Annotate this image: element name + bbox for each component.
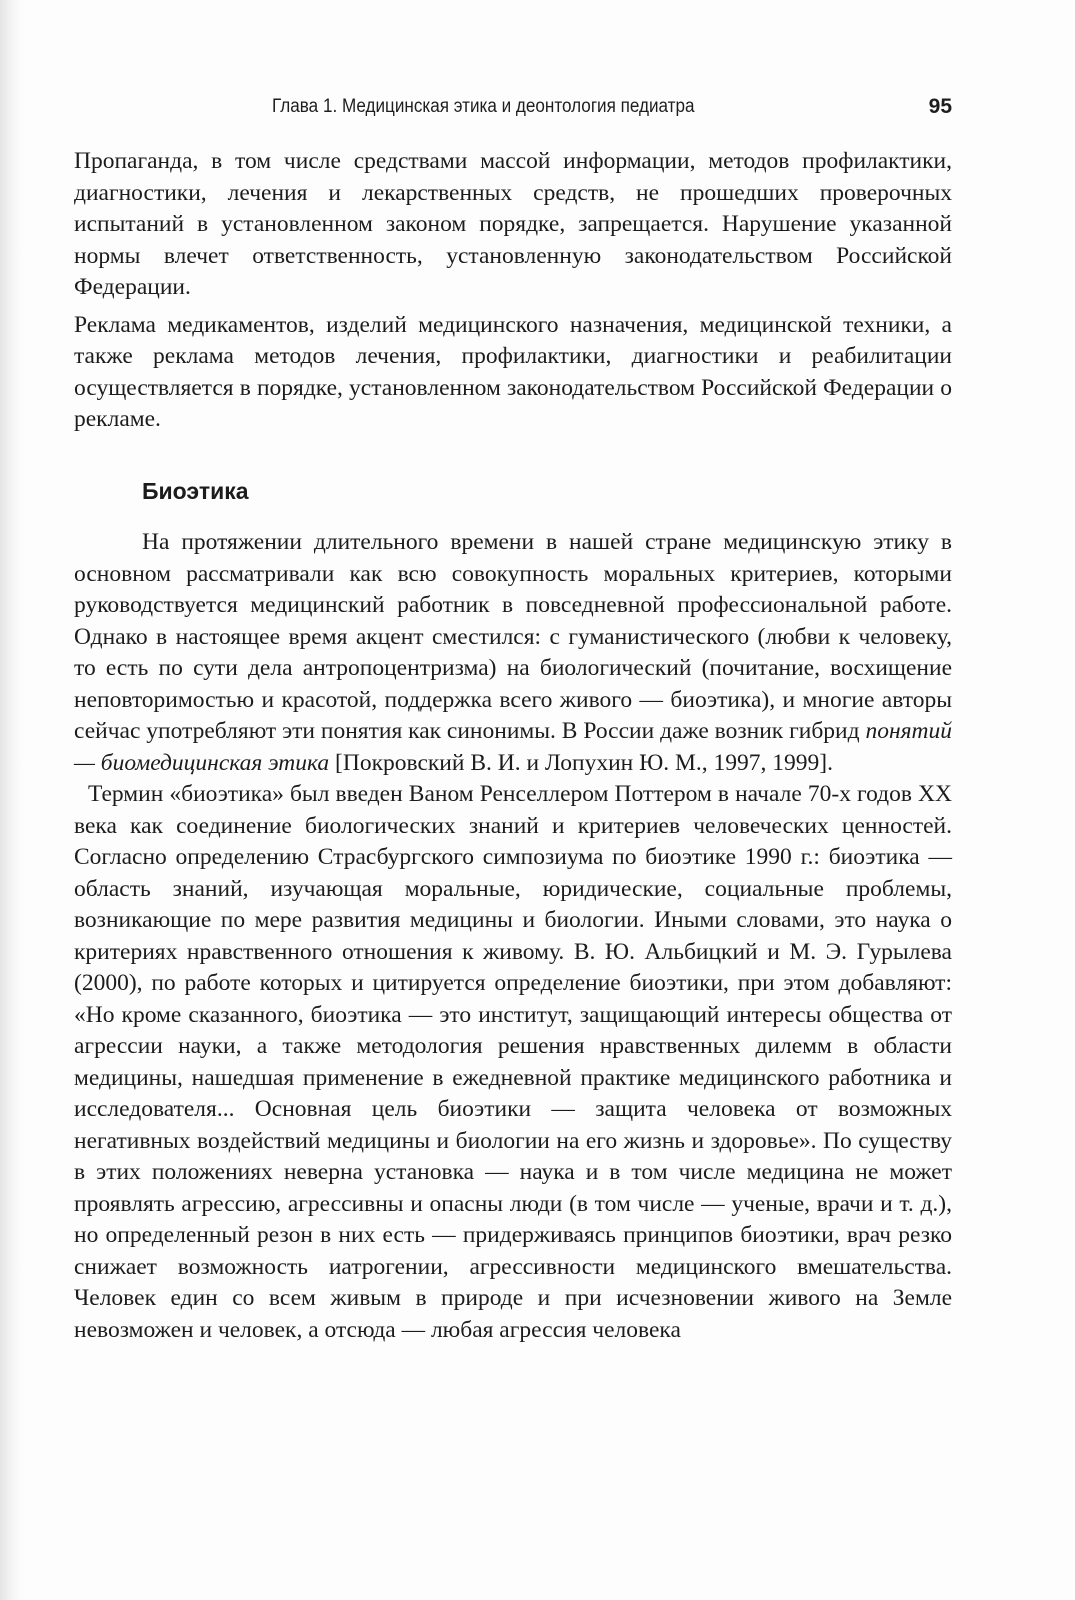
paragraph-bioethics-intro [74, 527, 952, 779]
italic-term: понятий — биомедицинская этика [74, 718, 952, 776]
paragraph-text: На протяжении длительного времени в нашей стране медицинскую этику в основном рассматривали как всю совокупность моральных критериев, которыми руководствуется медицинский работник в повседневной профессиональной работе. Однако в настоящее время акцент сместился: с гуманистического (любви к человеку, то есть по сути дела антропоцентризма) на биологический (почитание, восхищение неповторимостью и красотой, поддержка всего живого — биоэтика), и многие авторы сейчас употребляют эти понятия как синонимы. В России даже возник гибрид [74, 529, 952, 744]
page-binding-shadow [0, 0, 22, 1600]
paragraph-advertising-rules: Реклама медикаментов, изделий медицинского назначения, медицинской техники, а также реклама методов лечения, профилактики, диагностики и реабилитации осуществляется в порядке, установленном законодательством Российской Федерации о рекламе. [74, 311, 952, 432]
page-number: 95 [928, 95, 952, 118]
section-heading: Биоэтика [142, 478, 249, 504]
paragraph-text: Термин «биоэтика» был введен Ваном Ренселлером Поттером в начале 70-х годов XX века как соединение биологических знаний и критериев человеческих ценностей. Согласно определению Страсбургского симпозиума по биоэтике 1990 г.: биоэтика — область знаний, изучающая моральные, юридические, социальные проблемы, возникающие по мере развития медицины и биологии. Иными словами, это наука о критериях нравственного отношения к живому. В. Ю. Альбицкий и М. Э. Гурылева (2000), по работе которых и цитируется определение биоэтики, при этом добавляют: «Но кроме сказанного, биоэтика — это институт, защищающий интересы общества от агрессии науки, а также методология решения нравственных дилемм в области медицины, нашедшая применение в ежедневной практике медицинского работника и исследователя... Основная цель биоэтики — защита человека от возможных негативных воздействий медицины и биологии на его жизнь и здоровье». По существу в этих положениях неверна установка — наука и в том числе медицина не может проявлять агрессию, агрессивны и опасны люди (в том числе — ученые, врачи и т. д.), но определенный резон в них есть — придерживаясь принципов биоэтики, врач резко снижает возможность иатрогении, агрессивности медицинского вмешательства. Человек един со всем живым в природе и при исчезновении живого на Земле невозможен и человек, а отсюда — любая агрессия человека [74, 781, 952, 1343]
running-header [74, 96, 952, 128]
section-text-block [74, 527, 952, 1346]
top-text-block [74, 146, 952, 436]
paragraph-citation: [Покровский В. И. и Лопухин Ю. М., 1997, 1999]. [329, 749, 834, 776]
paragraph-bioethics-definition [74, 779, 952, 1346]
running-title: Глава 1. Медицинская этика и деонтология педиатра [272, 96, 695, 117]
paragraph-advertising-ban: Пропаганда, в том числе средствами массой информации, методов профилактики, диагностики, лечения и лекарственных средств, не прошедших проверочных испытаний в установленном законом порядке, запрещается. Нарушение указанной нормы влечет ответственность, установленную законодательством Российской Федерации. [74, 148, 952, 300]
